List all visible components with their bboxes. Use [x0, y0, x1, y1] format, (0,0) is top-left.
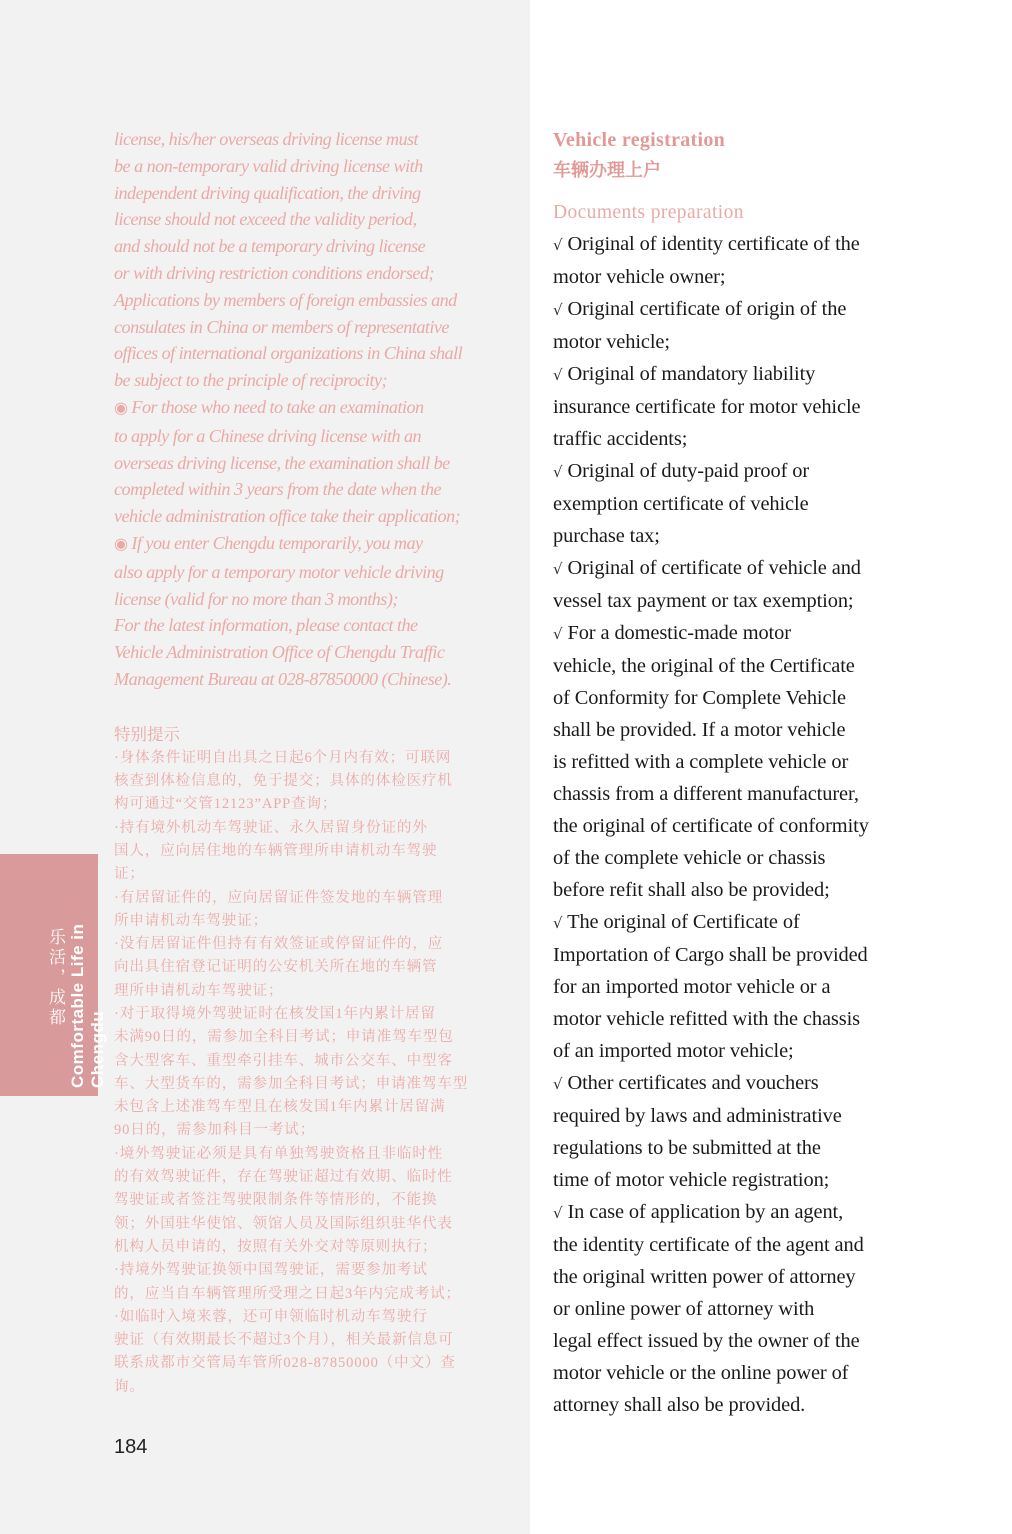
english-line: Management Bureau at 028-87850000 (Chinese).	[114, 668, 452, 689]
chinese-line: ·有居留证件的，应向居留证件签发地的车辆管理	[114, 889, 444, 906]
list-item-start	[553, 228, 993, 261]
english-line: license, his/her overseas driving license must	[114, 129, 419, 149]
list-item-start	[553, 358, 993, 391]
check-icon: √	[553, 366, 563, 384]
chinese-line: ·身体条件证明自出具之日起6个月内有效；可联网	[114, 749, 452, 766]
side-tab	[0, 854, 107, 1096]
list-line: the original written power of attorney	[553, 1266, 856, 1288]
english-line: For the latest information, please contact the	[114, 615, 418, 636]
english-line: vehicle administration office take their application;	[114, 506, 461, 527]
chinese-line: 驶证（有效期最长不超过3个月），相关最新信息可	[114, 1332, 454, 1349]
chinese-line: 机构人员申请的，按照有关外交对等原则执行；	[114, 1238, 438, 1255]
english-line: be subject to the principle of reciprocity;	[114, 370, 387, 391]
chinese-line: ·对于取得境外驾驶证时在核发国1年内累计居留	[114, 1006, 436, 1022]
list-line: motor vehicle or the online power of	[553, 1362, 849, 1384]
list-line: chassis from a different manufacturer,	[553, 783, 859, 805]
section-title: Vehicle registration	[553, 129, 726, 151]
english-line: and should not be a temporary driving license	[114, 236, 426, 257]
list-item-start	[553, 293, 993, 326]
list-line: motor vehicle refitted with the chassis	[553, 1008, 860, 1030]
list-line: Importation of Cargo shall be provided	[553, 944, 868, 966]
list-line: for an imported motor vehicle or a	[553, 976, 831, 998]
list-line: motor vehicle;	[553, 331, 670, 353]
english-line-text: For those who need to take an examination	[131, 396, 424, 417]
side-tab-english: Comfortable Life in Chengdu	[68, 923, 107, 1088]
side-tab-chinese: 乐活，成都	[45, 928, 65, 1028]
chinese-line: 理所申请机动车驾驶证；	[114, 982, 284, 999]
english-line: consulates in China or members of representative	[114, 316, 449, 337]
chinese-line: 核查到体检信息的，免于提交；具体的体检医疗机	[114, 773, 453, 790]
check-icon: √	[553, 463, 563, 481]
section-title-chinese: 车辆办理上户	[553, 160, 661, 181]
list-text: The original of Certificate of	[567, 911, 800, 933]
chinese-notes-title: 特别提示	[114, 724, 180, 744]
chinese-line: 所申请机动车驾驶证；	[114, 912, 268, 929]
list-text: Original of certificate of vehicle and	[567, 557, 861, 579]
list-item-start	[553, 1196, 993, 1229]
list-item-start	[553, 455, 993, 488]
english-notes	[114, 126, 514, 693]
list-line: before refit shall also be provided;	[553, 879, 830, 901]
list-line: of an imported motor vehicle;	[553, 1040, 794, 1062]
chinese-line: 未满90日的，需参加全科目考试；申请准驾车型包	[114, 1029, 454, 1046]
chinese-line: 构可通过“交管12123”APP查询；	[114, 796, 338, 813]
list-line: purchase tax;	[553, 525, 660, 547]
documents-list	[553, 228, 993, 1421]
list-text: In case of application by an agent,	[567, 1201, 844, 1223]
left-column	[114, 126, 514, 1399]
subheading: Documents preparation	[553, 202, 744, 223]
english-line: or with driving restriction conditions endorsed;	[114, 262, 434, 283]
english-line: completed within 3 years from the date when the	[114, 479, 442, 500]
check-icon: √	[553, 914, 563, 932]
check-icon: √	[553, 236, 563, 254]
english-line: overseas driving license, the examination shall be	[114, 452, 450, 473]
list-line: attorney shall also be provided.	[553, 1394, 806, 1416]
list-line: regulations to be submitted at the	[553, 1137, 821, 1159]
list-text: Original of duty-paid proof or	[567, 460, 810, 482]
check-icon: √	[553, 1075, 563, 1093]
check-icon: √	[553, 625, 563, 643]
chinese-line: 驾驶证或者签注驾驶限制条件等情形的，不能换	[114, 1192, 438, 1209]
english-line-text: If you enter Chengdu temporarily, you may	[131, 532, 423, 553]
list-text: Original of identity certificate of the	[567, 233, 860, 255]
chinese-line: ·持有境外机动车驾驶证、永久居留身份证的外	[114, 819, 428, 836]
chinese-notes	[114, 747, 514, 1399]
list-line: insurance certificate for motor vehicle	[553, 396, 861, 418]
chinese-line: 领；外国驻华使馆、领馆人员及国际组织驻华代表	[114, 1215, 453, 1232]
bullet-icon: ◉	[114, 535, 128, 553]
list-item-start	[553, 552, 993, 585]
chinese-line: 联系成都市交管局车管所028-87850000（中文）查	[114, 1355, 456, 1372]
english-line: offices of international organizations in China shall	[114, 343, 463, 364]
list-item-start	[553, 906, 993, 939]
english-bullet-line	[114, 394, 514, 423]
chinese-line: 含大型客车、重型牵引挂车、城市公交车、中型客	[114, 1052, 453, 1069]
bullet-icon: ◉	[114, 399, 128, 417]
list-text: Original of mandatory liability	[567, 363, 816, 385]
chinese-line: 国人，应向居住地的车辆管理所申请机动车驾驶	[114, 842, 438, 859]
list-line: is refitted with a complete vehicle or	[553, 751, 849, 773]
english-line: Applications by members of foreign embassies and	[114, 289, 457, 310]
english-line: be a non-temporary valid driving license with	[114, 155, 423, 176]
english-line: license should not exceed the validity period,	[114, 209, 417, 230]
list-item-start	[553, 1067, 993, 1100]
chinese-line: 向出具住宿登记证明的公安机关所在地的车辆管	[114, 959, 438, 976]
chinese-line: 的有效驾驶证件，存在驾驶证超过有效期、临时性	[114, 1169, 453, 1186]
english-line: independent driving qualification, the driving	[114, 182, 421, 203]
list-line: shall be provided. If a motor vehicle	[553, 719, 846, 741]
list-line: exemption certificate of vehicle	[553, 493, 809, 515]
list-text: Other certificates and vouchers	[567, 1072, 819, 1094]
list-line: of Conformity for Complete Vehicle	[553, 687, 846, 709]
english-line: Vehicle Administration Office of Chengdu Traffic	[114, 642, 445, 663]
check-icon: √	[553, 1204, 563, 1222]
list-line: legal effect issued by the owner of the	[553, 1330, 860, 1352]
chinese-line: 的，应当自车辆管理所受理之日起3年内完成考试；	[114, 1285, 461, 1302]
list-line: the identity certificate of the agent and	[553, 1234, 864, 1256]
english-line: to apply for a Chinese driving license with an	[114, 425, 422, 446]
list-line: vessel tax payment or tax exemption;	[553, 590, 854, 612]
chinese-line: 车、大型货车的，需参加全科目考试；申请准驾车型	[114, 1075, 469, 1092]
chinese-line: 证；	[114, 866, 145, 883]
english-bullet-line	[114, 530, 514, 559]
chinese-line: ·境外驾驶证必须是具有单独驾驶资格且非临时性	[114, 1145, 444, 1162]
chinese-line: ·如临时入境来蓉，还可申领临时机动车驾驶行	[114, 1308, 428, 1325]
chinese-line: ·持境外驾驶证换领中国驾驶证，需要参加考试	[114, 1262, 428, 1279]
list-line: or online power of attorney with	[553, 1298, 815, 1320]
english-line: also apply for a temporary motor vehicle driving	[114, 561, 444, 582]
page-number: 184	[114, 1436, 148, 1458]
chinese-line: 询。	[114, 1378, 145, 1395]
chinese-line: ·没有居留证件但持有有效签证或停留证件的，应	[114, 936, 444, 953]
list-line: required by laws and administrative	[553, 1105, 842, 1127]
right-column	[553, 126, 993, 1421]
check-icon: √	[553, 560, 563, 578]
chinese-line: 未包含上述准驾车型且在核发国1年内累计居留满	[114, 1099, 446, 1116]
list-line: of the complete vehicle or chassis	[553, 847, 826, 869]
list-text: For a domestic-made motor	[567, 622, 791, 644]
list-line: traffic accidents;	[553, 428, 688, 450]
chinese-line: 90日的，需参加科目一考试；	[114, 1122, 316, 1139]
list-item-start	[553, 617, 993, 650]
list-text: Original certificate of origin of the	[567, 298, 847, 320]
list-line: vehicle, the original of the Certificate	[553, 655, 855, 677]
check-icon: √	[553, 301, 563, 319]
list-line: the original of certificate of conformity	[553, 815, 869, 837]
list-line: motor vehicle owner;	[553, 266, 726, 288]
english-line: license (valid for no more than 3 months);	[114, 588, 398, 609]
list-line: time of motor vehicle registration;	[553, 1169, 830, 1191]
